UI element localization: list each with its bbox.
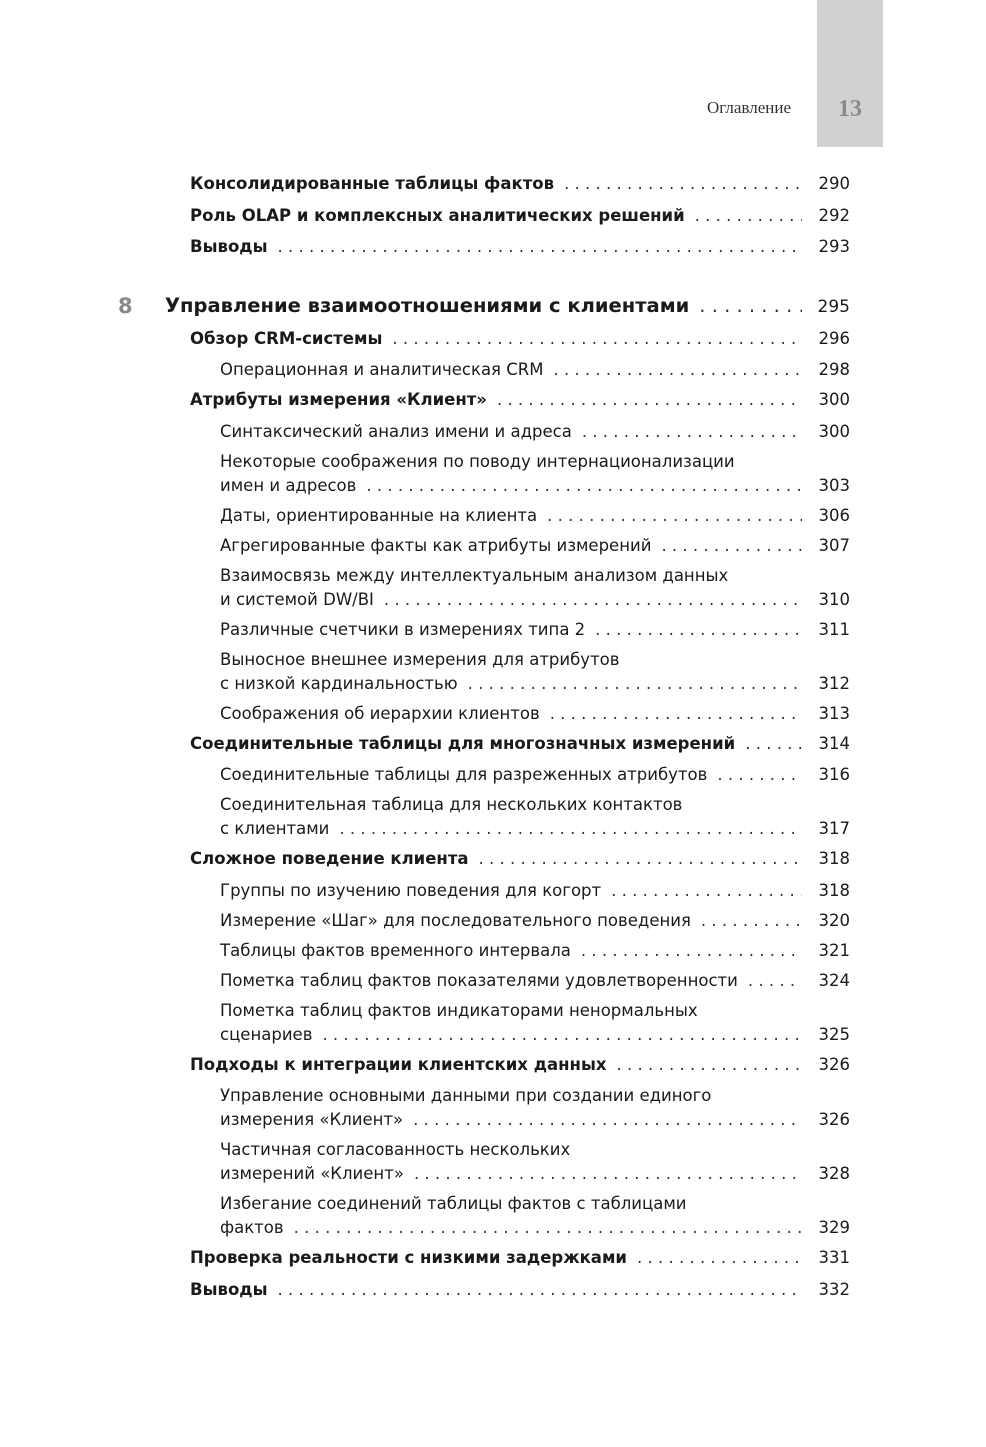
toc-entry-title: Атрибуты измерения «Клиент» <box>190 390 487 409</box>
toc-entry-title: Подходы к интеграции клиентских данных <box>190 1054 607 1074</box>
toc-page-number: 303 <box>818 475 850 495</box>
toc-entry[interactable] <box>0 969 986 999</box>
toc-entry[interactable] <box>0 879 986 909</box>
toc-page-number: 331 <box>818 1248 850 1267</box>
toc-entry[interactable] <box>0 420 986 450</box>
toc-entry-title: сценариев <box>220 1024 313 1044</box>
toc-entry[interactable] <box>0 909 986 939</box>
toc-entry-title: Соображения об иерархии клиентов <box>220 703 540 723</box>
toc-entry-title: Некоторые соображения по поводу интернационализации <box>220 451 735 471</box>
dot-leader <box>384 588 802 612</box>
toc-entry-title: и системой DW/BI <box>220 589 374 609</box>
toc-page-number: 314 <box>818 733 850 753</box>
toc-page-number: 295 <box>817 296 850 317</box>
toc-entry-title: Пометка таблиц фактов индикаторами ненормальных <box>220 1000 698 1020</box>
running-title: Оглавление <box>707 98 791 117</box>
toc-page-number: 296 <box>818 328 850 348</box>
dot-leader <box>497 388 802 412</box>
toc-entry[interactable] <box>0 534 986 564</box>
toc-entry-title: Соединительные таблицы для разреженных атрибутов <box>220 765 708 784</box>
table-of-contents <box>0 172 986 1309</box>
toc-entry[interactable] <box>0 358 986 388</box>
dot-leader <box>366 474 802 498</box>
dot-leader <box>582 420 802 444</box>
toc-page-number: 310 <box>818 589 850 609</box>
toc-entry-title: Синтаксический анализ имени и адреса <box>220 421 572 441</box>
toc-entry-title: Сложное поведение клиента <box>190 849 469 868</box>
toc-page-number: 318 <box>818 880 850 900</box>
toc-entry[interactable] <box>0 618 986 648</box>
dot-leader <box>745 732 802 756</box>
toc-entry[interactable] <box>0 793 986 847</box>
toc-entry[interactable] <box>0 1053 986 1085</box>
toc-chapter-entry[interactable] <box>0 294 986 327</box>
toc-page-number: 312 <box>818 673 850 693</box>
toc-entry-title: фактов <box>220 1218 284 1237</box>
dot-leader <box>550 702 802 726</box>
toc-entry[interactable] <box>0 1138 986 1192</box>
toc-entry-title: с клиентами <box>220 819 330 838</box>
toc-entry[interactable] <box>0 204 986 236</box>
toc-entry-title: Управление взаимоотношениями с клиентами <box>165 293 690 317</box>
toc-page-number: 292 <box>818 205 850 225</box>
toc-entry-title: Пометка таблиц фактов показателями удовлетворенности <box>220 970 738 990</box>
toc-entry[interactable] <box>0 939 986 969</box>
dot-leader <box>581 939 802 963</box>
page-number: 13 <box>838 96 862 122</box>
toc-entry-title: измерений «Клиент» <box>220 1164 404 1183</box>
toc-page-number: 328 <box>818 1164 850 1183</box>
dot-leader <box>322 1023 802 1047</box>
toc-entry-title: Соединительная таблица для нескольких контактов <box>220 795 683 814</box>
dot-leader <box>468 672 802 696</box>
toc-page-number: 311 <box>818 619 850 639</box>
toc-page-number: 329 <box>818 1218 850 1237</box>
toc-entry-title: Выводы <box>190 1279 268 1299</box>
toc-page-number: 326 <box>818 1110 850 1129</box>
toc-entry[interactable] <box>0 999 986 1053</box>
toc-page-number: 298 <box>818 360 850 379</box>
toc-entry-title: Агрегированные факты как атрибуты измерений <box>220 535 652 555</box>
toc-page-number: 300 <box>818 390 850 409</box>
toc-entry[interactable] <box>0 504 986 534</box>
toc-page-number: 321 <box>818 940 850 960</box>
dot-leader <box>553 358 802 382</box>
toc-page-number: 317 <box>818 819 850 838</box>
toc-entry[interactable] <box>0 763 986 793</box>
dot-leader <box>699 294 802 318</box>
dot-leader <box>695 204 802 228</box>
toc-entry-title: Различные счетчики в измерениях типа 2 <box>220 619 586 639</box>
toc-entry-title: Выносное внешнее измерения для атрибутов <box>220 649 620 669</box>
toc-page-number: 324 <box>818 970 850 990</box>
dot-leader <box>637 1246 802 1270</box>
toc-entry[interactable] <box>0 847 986 879</box>
toc-entry-title: Избегание соединений таблицы фактов с таблицами <box>220 1194 687 1213</box>
toc-entry-title: Консолидированные таблицы фактов <box>190 174 555 193</box>
toc-page-number: 307 <box>818 535 850 555</box>
toc-entry-title: Выводы <box>190 237 268 256</box>
chapter-number: 8 <box>118 293 133 318</box>
dot-leader <box>278 235 802 259</box>
dot-leader <box>564 172 802 196</box>
dot-leader <box>278 1278 802 1302</box>
toc-entry-title: измерения «Клиент» <box>220 1110 404 1129</box>
dot-leader <box>413 1108 802 1132</box>
toc-entry[interactable] <box>0 235 986 267</box>
toc-entry[interactable] <box>0 1278 986 1310</box>
toc-entry[interactable] <box>0 564 986 618</box>
toc-entry[interactable] <box>0 450 986 504</box>
dot-leader <box>717 763 802 787</box>
toc-page-number: 325 <box>818 1024 850 1044</box>
dot-leader <box>701 909 802 933</box>
toc-page-number: 313 <box>818 703 850 723</box>
dot-leader <box>479 847 802 871</box>
toc-entry[interactable] <box>0 172 986 204</box>
toc-entry-title: Частичная согласованность нескольких <box>220 1140 571 1159</box>
toc-entry-title: Группы по изучению поведения для когорт <box>220 880 602 900</box>
toc-page-number: 320 <box>818 910 850 930</box>
toc-entry[interactable] <box>0 648 986 702</box>
dot-leader <box>595 618 802 642</box>
toc-page-number: 318 <box>818 849 850 868</box>
dot-leader <box>611 879 802 903</box>
toc-page-number: 332 <box>818 1279 850 1299</box>
dot-leader <box>294 1216 802 1240</box>
dot-leader <box>547 504 802 528</box>
toc-page-number: 326 <box>818 1054 850 1074</box>
toc-entry[interactable] <box>0 1246 986 1278</box>
toc-entry-title: Соединительные таблицы для многозначных измерений <box>190 733 736 753</box>
dot-leader <box>661 534 802 558</box>
toc-entry-title: Проверка реальности с низкими задержками <box>190 1248 627 1267</box>
toc-entry-title: Операционная и аналитическая CRM <box>220 360 544 379</box>
toc-entry[interactable] <box>0 732 986 764</box>
toc-page-number: 300 <box>818 421 850 441</box>
dot-leader <box>414 1162 802 1186</box>
toc-page-number: 316 <box>818 765 850 784</box>
toc-entry-title: Роль OLAP и комплексных аналитических решений <box>190 205 685 225</box>
toc-entry-title: Таблицы фактов временного интервала <box>220 940 571 960</box>
toc-entry[interactable] <box>0 1192 986 1246</box>
toc-entry[interactable] <box>0 388 986 420</box>
toc-entry-title: Измерение «Шаг» для последовательного поведения <box>220 910 691 930</box>
toc-entry-title: Взаимосвязь между интеллектуальным анализом данных <box>220 565 729 585</box>
dot-leader <box>748 969 802 993</box>
dot-leader <box>392 327 802 351</box>
toc-entry[interactable] <box>0 1084 986 1138</box>
toc-entry-title: Даты, ориентированные на клиента <box>220 505 538 525</box>
dot-leader <box>339 817 802 841</box>
toc-entry[interactable] <box>0 327 986 359</box>
toc-page-number: 293 <box>818 237 850 256</box>
dot-leader <box>617 1053 802 1077</box>
toc-entry-title: имен и адресов <box>220 475 357 495</box>
page-number-tab <box>817 0 883 147</box>
toc-page-number: 306 <box>818 505 850 525</box>
toc-entry-title: с низкой кардинальностью <box>220 673 458 693</box>
toc-entry[interactable] <box>0 702 986 732</box>
toc-page-number: 290 <box>818 174 850 193</box>
toc-entry-title: Управление основными данными при создании единого <box>220 1086 712 1105</box>
toc-entry-title: Обзор CRM-системы <box>190 328 383 348</box>
